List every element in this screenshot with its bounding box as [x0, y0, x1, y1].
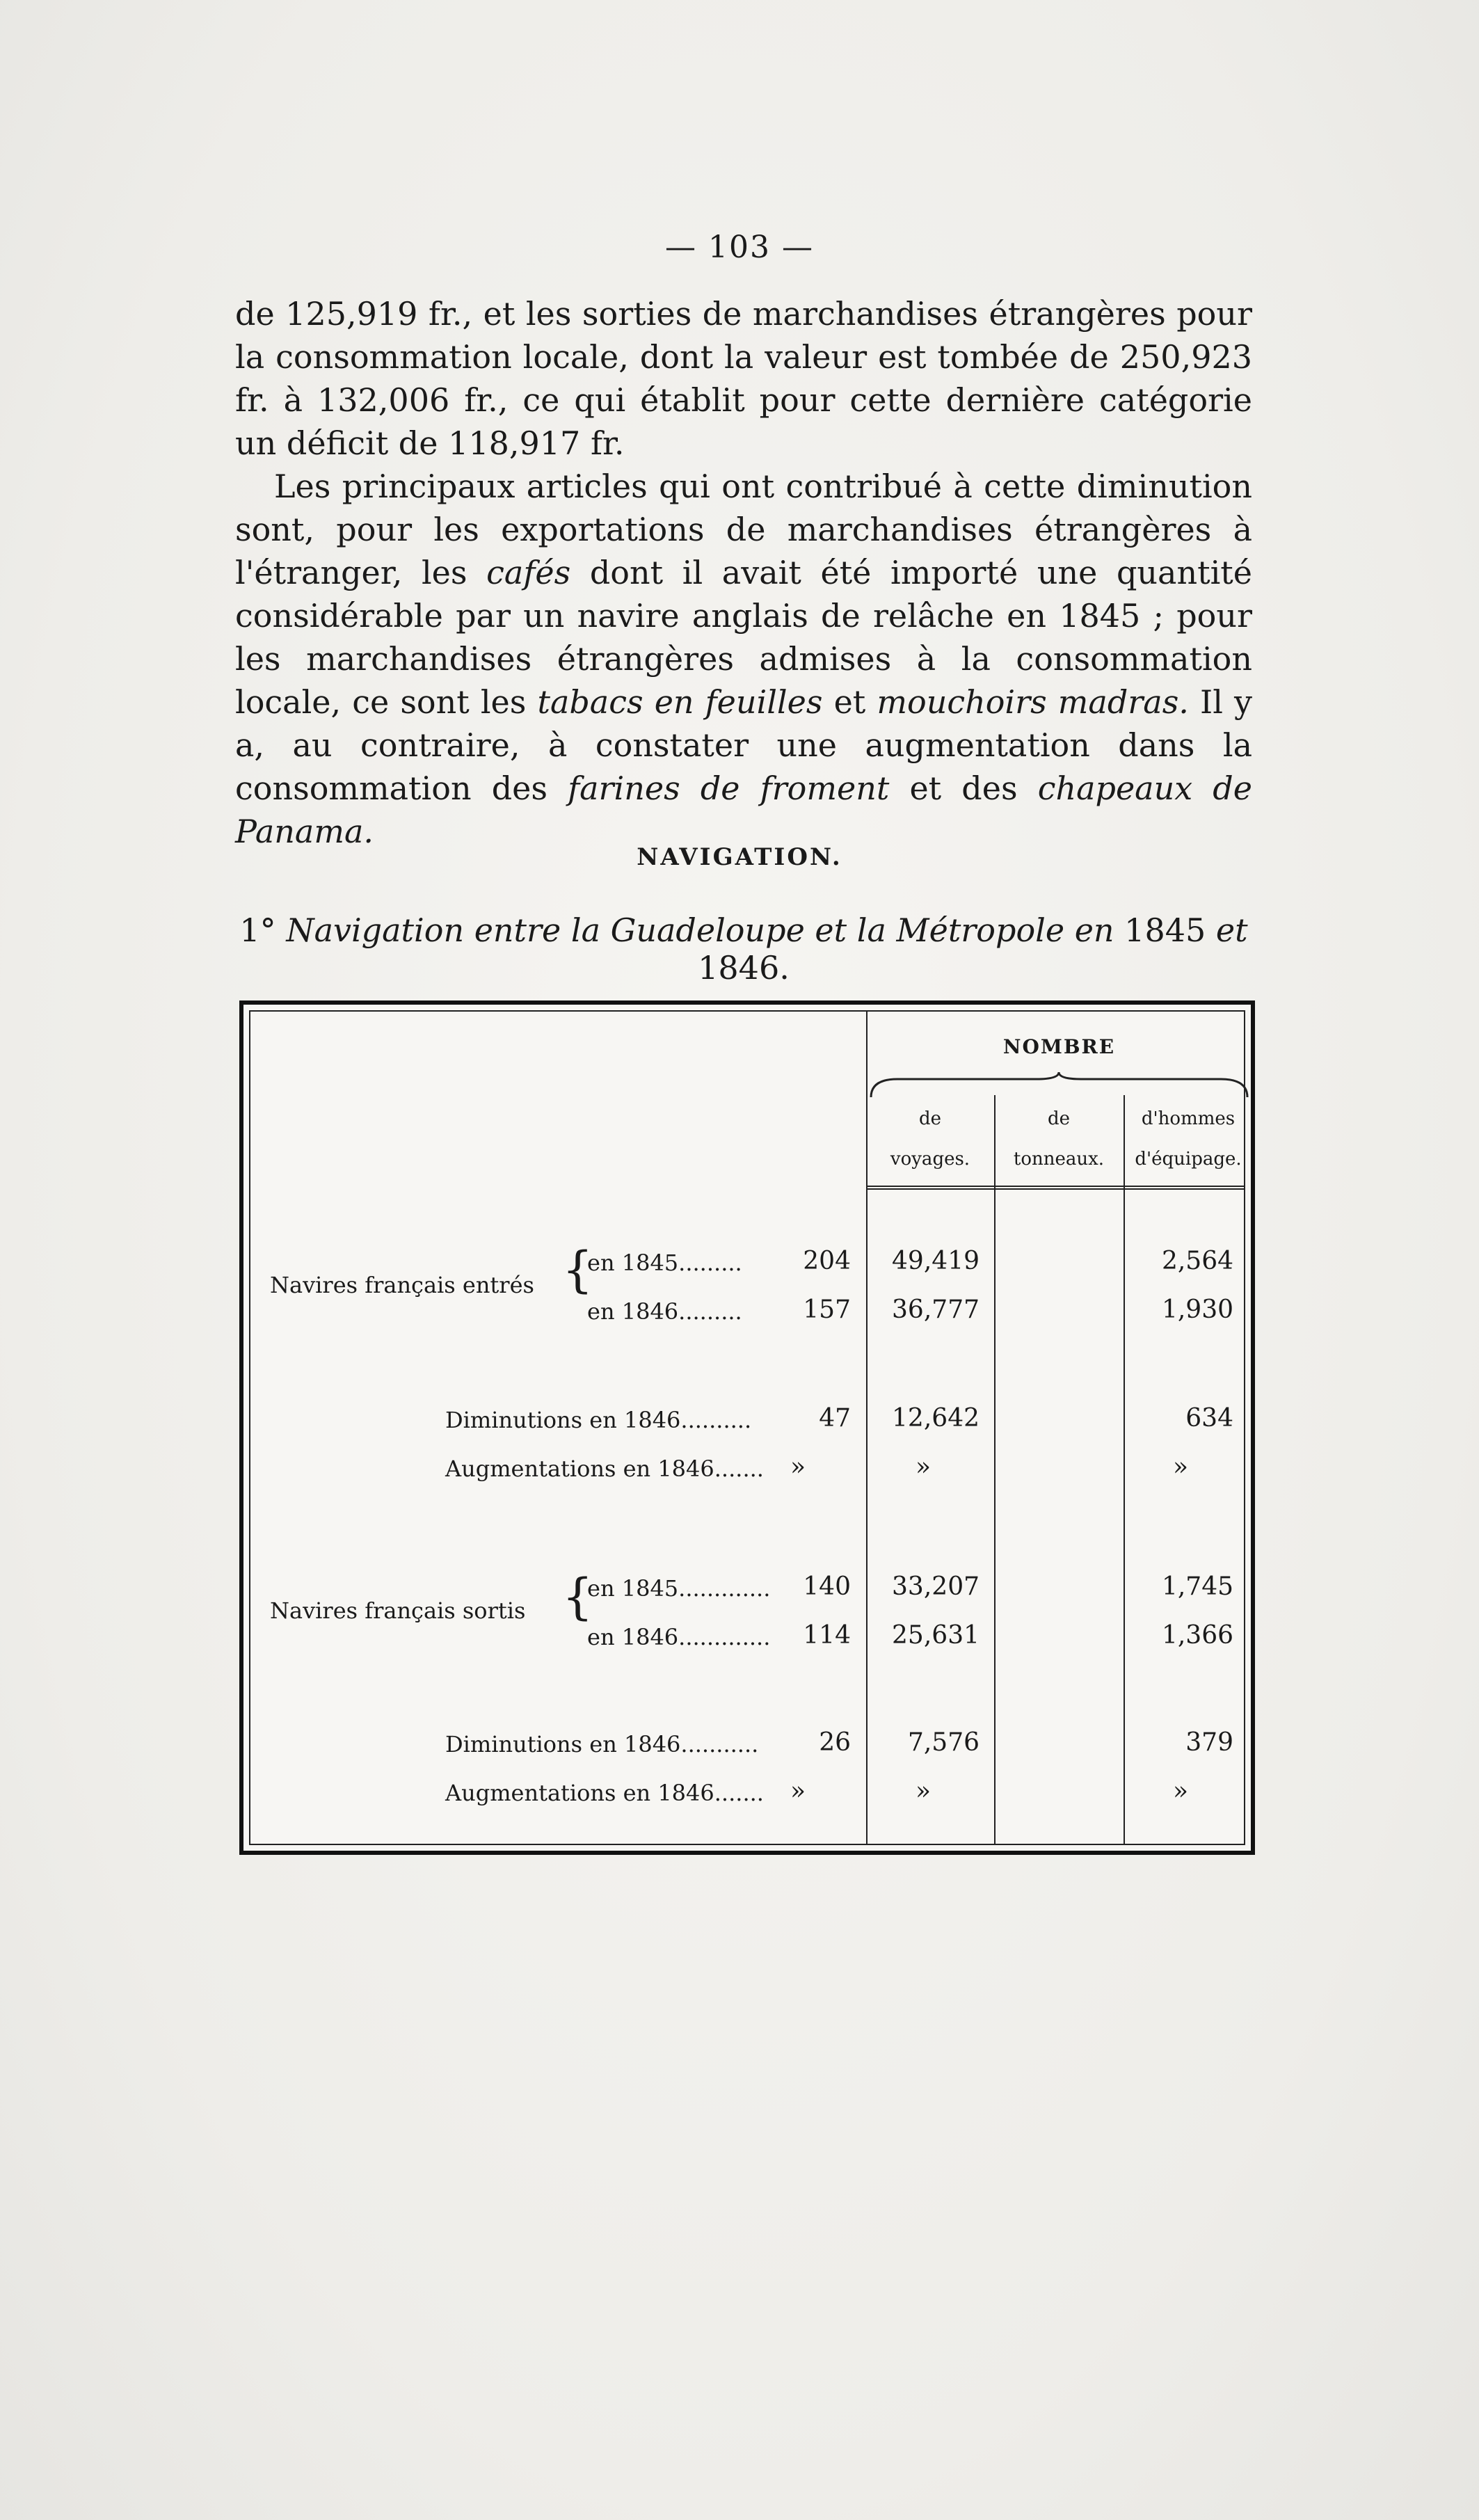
paragraph-2-italic: chapeaux de Panama.	[235, 769, 1252, 850]
cell-hommes: 1,930	[1161, 1295, 1233, 1324]
cell-tonneaux: 7,576	[907, 1728, 980, 1757]
cell-voyages: »	[790, 1777, 806, 1805]
cell-voyages: 140	[803, 1572, 851, 1601]
title-italic: Navigation entre la Guadeloupe et la Métropole en	[286, 911, 1114, 949]
dim-row-label: Diminutions en 1846..........	[445, 1407, 752, 1433]
aug-row-label: Augmentations en 1846.......	[445, 1456, 764, 1482]
cell-tonneaux: 12,642	[892, 1404, 980, 1433]
title-year-2: 1846.	[698, 949, 790, 987]
col-header-line: de	[1047, 1108, 1071, 1129]
exits-label: Navires français sortis	[270, 1597, 526, 1624]
cell-hommes: 1,745	[1161, 1572, 1233, 1601]
brace: {	[562, 1568, 593, 1625]
brace: {	[562, 1241, 593, 1298]
col-header-line: de	[918, 1108, 942, 1129]
cell-hommes: 1,366	[1161, 1621, 1233, 1650]
title-et: et	[1215, 911, 1248, 949]
cell-tonneaux: »	[915, 1777, 931, 1805]
paragraph-2-part: Il y a, au contraire, à constater une augmentation dans la consommation des	[235, 683, 1252, 807]
table-rule	[1124, 1095, 1125, 1844]
cell-tonneaux: »	[915, 1453, 931, 1481]
col-header-line: d'équipage.	[1135, 1149, 1242, 1170]
paragraph-2-part: Les principaux articles qui ont contribué à cette diminution sont, pour les exportations de marchandises étrangères à l'étranger, les	[235, 468, 1252, 591]
col-voyages-header	[866, 1099, 994, 1179]
cell-voyages: 157	[803, 1295, 851, 1324]
col-hommes-header	[1124, 1099, 1253, 1179]
col-header-line: tonneaux.	[1013, 1149, 1105, 1170]
body-text	[235, 292, 1252, 853]
col-tonneaux-header	[994, 1099, 1124, 1179]
table-inner-frame	[249, 1010, 1245, 1845]
paragraph-2-italic: tabacs en feuilles	[537, 683, 823, 721]
cell-hommes: 2,564	[1161, 1247, 1233, 1275]
cell-voyages: 47	[819, 1404, 851, 1433]
entry-row-label: en 1845.........	[587, 1250, 742, 1276]
navigation-table	[239, 1000, 1255, 1855]
cell-hommes: »	[1172, 1777, 1188, 1805]
header-brace	[870, 1071, 1249, 1099]
cell-voyages: »	[790, 1453, 806, 1481]
paragraph-1: de 125,919 fr., et les sorties de marchandises étrangères pour la consommation locale, dont la valeur est tombée de 250,923 fr. à 132,006 fr., ce qui établit pour cette dernière catégorie un déficit de 118,917 fr.	[235, 295, 1252, 462]
table-rule	[866, 1186, 1244, 1187]
entry-row-label: en 1846.........	[587, 1298, 742, 1325]
cell-tonneaux: 36,777	[892, 1295, 980, 1324]
title-year-1: 1845	[1124, 911, 1206, 949]
col-header-line: d'hommes	[1141, 1108, 1236, 1129]
table-title	[235, 911, 1252, 987]
aug-row-label: Augmentations en 1846.......	[445, 1780, 764, 1806]
paragraph-2	[235, 465, 1252, 853]
cell-hommes: 379	[1185, 1728, 1233, 1757]
paragraph-2-part: et	[822, 683, 877, 721]
dim-row-label: Diminutions en 1846...........	[445, 1731, 759, 1757]
entries-label: Navires français entrés	[270, 1272, 534, 1298]
paragraph-2-part: et des	[889, 769, 1038, 807]
title-prefix: 1°	[239, 911, 276, 949]
page-number: — 103 —	[665, 230, 814, 265]
group-header: NOMBRE	[1002, 1035, 1116, 1058]
cell-hommes: 634	[1185, 1404, 1233, 1433]
paragraph-2-italic: farines de froment	[568, 769, 890, 807]
cell-tonneaux: 25,631	[892, 1621, 980, 1650]
cell-voyages: 114	[803, 1621, 851, 1650]
cell-hommes: »	[1172, 1453, 1188, 1481]
paragraph-2-italic: mouchoirs madras.	[877, 683, 1189, 721]
paragraph-2-part: dont il avait été importé une quantité considérable par un navire anglais de relâche en 1845 ; pour les marchandises étrangères admises à la consommation locale, ce sont les	[235, 554, 1252, 721]
col-header-line: voyages.	[890, 1149, 970, 1170]
section-heading: NAVIGATION.	[637, 843, 842, 871]
table-rule	[994, 1095, 996, 1844]
paragraph-2-italic: cafés	[486, 554, 571, 591]
cell-voyages: 26	[819, 1728, 851, 1757]
cell-tonneaux: 33,207	[892, 1572, 980, 1601]
exit-row-label: en 1846.............	[587, 1624, 771, 1650]
table-rule	[866, 1188, 1244, 1190]
cell-voyages: 204	[803, 1247, 851, 1275]
exit-row-label: en 1845.............	[587, 1575, 771, 1602]
cell-tonneaux: 49,419	[892, 1247, 980, 1275]
